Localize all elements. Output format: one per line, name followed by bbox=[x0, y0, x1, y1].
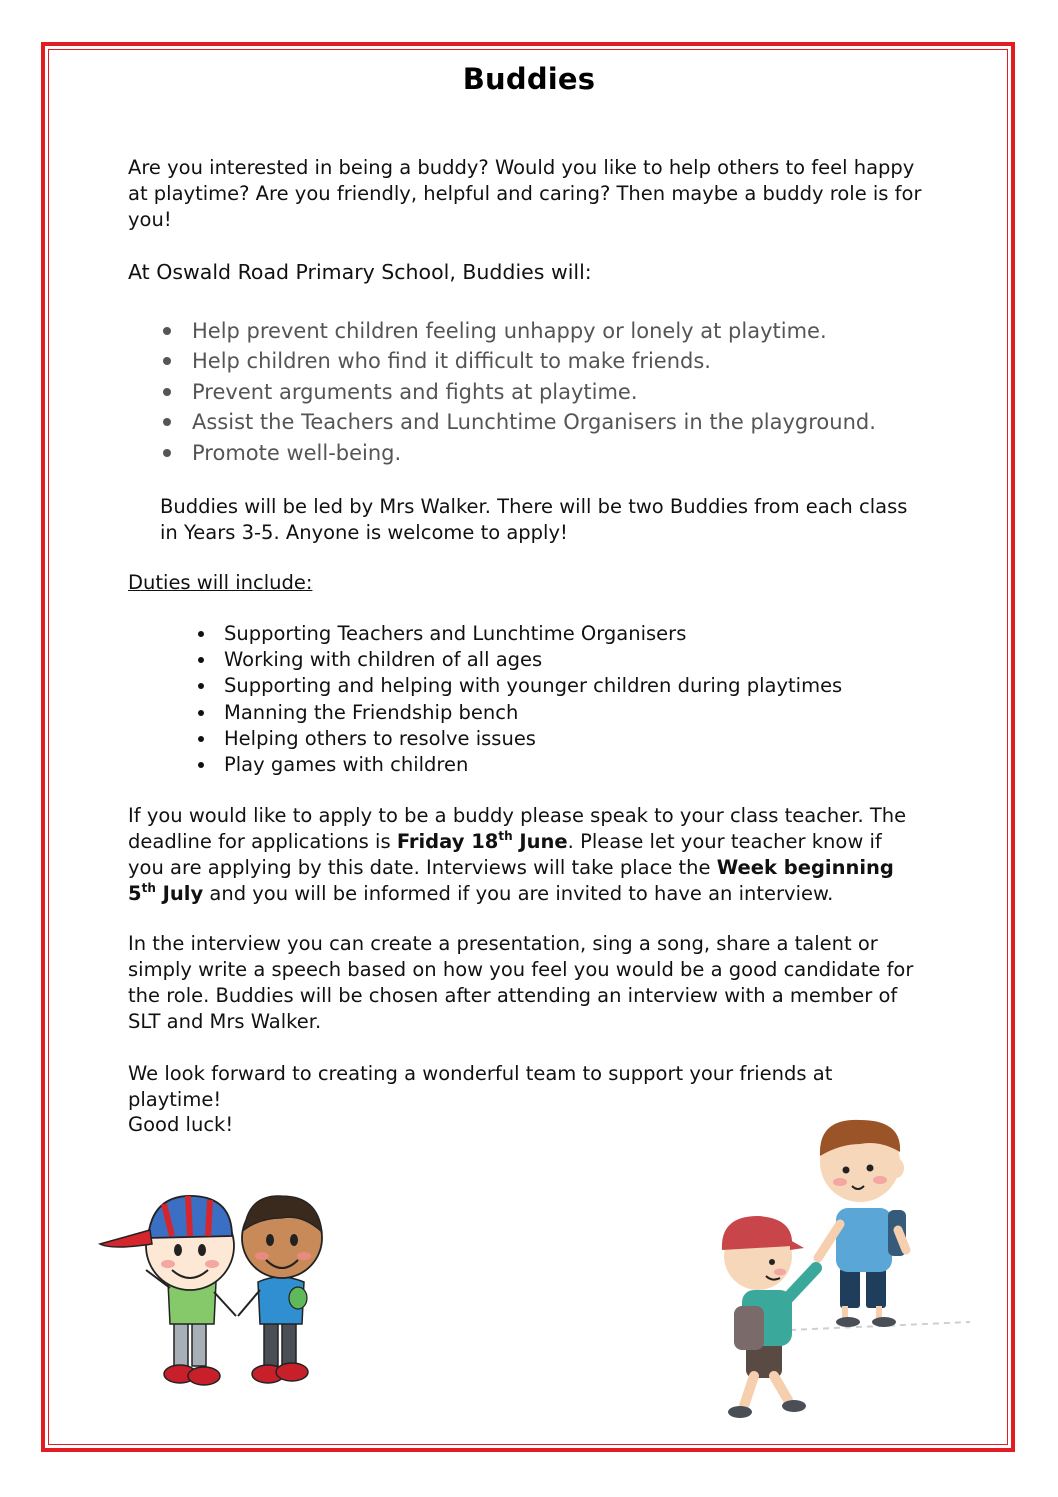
sign-off: Good luck! bbox=[128, 1113, 234, 1136]
helping-children-illustration bbox=[700, 1100, 990, 1440]
two-boys-illustration bbox=[92, 1178, 354, 1398]
bullet-icon bbox=[198, 736, 204, 742]
bullet-icon bbox=[198, 631, 204, 637]
duties-heading: Duties will include: bbox=[128, 571, 313, 594]
page-title: Buddies bbox=[462, 62, 596, 96]
interview-week: Week beginning 5th July bbox=[128, 856, 894, 905]
list-item: Manning the Friendship bench bbox=[192, 700, 892, 726]
apply-paragraph: If you would like to apply to be a buddy please speak to your class teacher. The deadline for applications is Friday 18th June. Please let your teacher know if you are applying by this date. Interviews will take place the Week beginning 5th July and you will be informed if you are invited to have an interview. bbox=[128, 804, 907, 905]
bullet-icon bbox=[198, 762, 204, 768]
bullet-icon bbox=[163, 418, 171, 426]
buddy-goals-list bbox=[160, 316, 940, 468]
list-item: Play games with children bbox=[192, 752, 892, 778]
interview-paragraph: In the interview you can create a presentation, sing a song, share a talent or simply write a speech based on how you feel you would be a good candidate for the role. Buddies will be chosen after attending an interview with a member of SLT and Mrs Walker. bbox=[128, 932, 914, 1033]
bullet-icon bbox=[198, 683, 204, 689]
list-item: Help children who find it difficult to make friends. bbox=[160, 346, 940, 376]
intro-paragraph: Are you interested in being a buddy? Would you like to help others to feel happy at playtime? Are you friendly, helpful and caring? Then maybe a buddy role is for you! bbox=[128, 156, 922, 231]
list-item: Prevent arguments and fights at playtime. bbox=[160, 377, 940, 407]
bullet-icon bbox=[163, 449, 171, 457]
deadline-date: Friday 18th June bbox=[396, 829, 568, 853]
list-item: Supporting Teachers and Lunchtime Organisers bbox=[192, 621, 892, 647]
duties-list bbox=[192, 621, 892, 778]
bullet-icon bbox=[163, 388, 171, 396]
bullet-icon bbox=[198, 710, 204, 716]
list-item: Assist the Teachers and Lunchtime Organisers in the playground. bbox=[160, 407, 940, 437]
list-item: Help prevent children feeling unhappy or lonely at playtime. bbox=[160, 316, 940, 346]
school-heading: At Oswald Road Primary School, Buddies will: bbox=[128, 260, 592, 284]
bullet-icon bbox=[198, 657, 204, 663]
list-item: Supporting and helping with younger children during playtimes bbox=[192, 673, 892, 699]
bullet-icon bbox=[163, 357, 171, 365]
list-item: Working with children of all ages bbox=[192, 647, 892, 673]
list-item: Helping others to resolve issues bbox=[192, 726, 892, 752]
list-item: Promote well-being. bbox=[160, 438, 940, 468]
bullet-icon bbox=[163, 327, 171, 335]
team-paragraph: We look forward to creating a wonderful team to support your friends at playtime! bbox=[128, 1062, 833, 1111]
led-by-paragraph: Buddies will be led by Mrs Walker. There will be two Buddies from each class in Years 3-5. Anyone is welcome to apply! bbox=[160, 495, 908, 544]
